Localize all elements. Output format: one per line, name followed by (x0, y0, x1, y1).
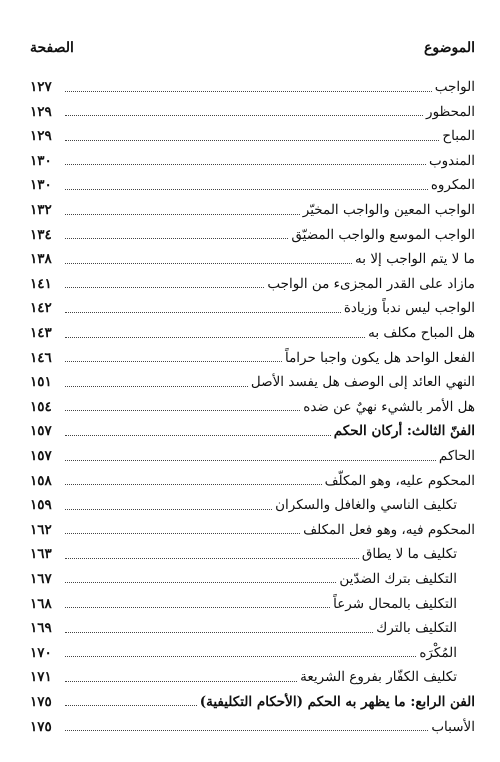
toc-entry-page-number: ١٥٧ (30, 448, 52, 464)
toc-entry-page-number: ١٥٩ (30, 497, 52, 514)
toc-entry-title: الواجب المعين والواجب المخيّر (302, 202, 475, 219)
toc-entry-title: التكليف بترك الضدّين (339, 570, 457, 587)
toc-entry-page-number: ١٣٠ (30, 152, 52, 169)
toc-entry (30, 636, 475, 661)
toc-entry-title: الواجب (434, 79, 475, 96)
toc-entry-page-number: ١٦٣ (30, 546, 52, 563)
toc-entry-page-number: ١٢٧ (30, 79, 52, 96)
toc-entry-title: الفعل الواحد هل يكون واجبا حراماً (284, 349, 475, 366)
toc-entry-page-number: ١٣٨ (30, 251, 52, 268)
topic-column-label: الموضوع (424, 40, 475, 56)
toc-entry (30, 439, 475, 464)
toc-entry-title: الواجب الموسع والواجب المضيّق (291, 226, 475, 243)
toc-entry-title: مازاد على القدر المجزىء من الواجب (267, 275, 475, 292)
toc-header (30, 40, 475, 64)
toc-entry-title: المحظور (426, 103, 475, 120)
toc-entry-title: المُكْرَه (419, 644, 457, 661)
toc-entry-title: التكليف بالترك (376, 620, 457, 637)
dot-leader (65, 386, 248, 387)
toc-entry-page-number: ١٥٤ (30, 398, 52, 415)
toc-entry (30, 611, 475, 636)
page-column-label: الصفحة (30, 40, 74, 56)
toc-entry-title: الحاكم (438, 448, 475, 464)
toc-entry-page-number: ١٥١ (30, 374, 52, 391)
toc-entry-title: ما لا يتم الواجب إلا به (355, 251, 475, 268)
toc-entry-page-number: ١٧٠ (30, 644, 52, 661)
toc-entry-title: التكليف بالمحال شرعاً (333, 595, 457, 612)
dot-leader (65, 656, 416, 657)
toc-entry-title: المكروه (430, 177, 475, 194)
toc-entry (30, 193, 475, 218)
dot-leader (65, 263, 352, 264)
toc-entry-title: الفنّ الثالث: أركان الحكم (333, 423, 475, 440)
toc-entry-page-number: ١٥٨ (30, 472, 52, 489)
dot-leader (65, 361, 282, 362)
dot-leader (65, 312, 341, 313)
toc-entry-page-number: ١٦٢ (30, 521, 52, 538)
dot-leader (65, 582, 336, 583)
toc-entry (30, 267, 475, 292)
toc-entry-title: الفن الرابع: ما يظهر به الحكم (الأحكام التكليفية) (199, 693, 475, 710)
dot-leader (65, 705, 197, 706)
toc-entry-title: المباح (442, 128, 475, 145)
toc-entry (30, 316, 475, 341)
toc-entry-page-number: ١٤١ (30, 275, 52, 292)
toc-entry (30, 168, 475, 193)
dot-leader (65, 287, 264, 288)
toc-entry (30, 242, 475, 267)
toc-entry-title: تكليف الكفّار بفروع الشريعة (300, 669, 457, 686)
toc-entry (30, 660, 475, 685)
toc-entry-page-number: ١٣٢ (30, 202, 52, 219)
dot-leader (65, 607, 330, 608)
toc-entry (30, 390, 475, 415)
toc-entry (30, 341, 475, 366)
toc-entry (30, 586, 475, 611)
dot-leader (65, 460, 436, 461)
toc-entry-page-number: ١٦٧ (30, 570, 52, 587)
toc-entry-title: المحكوم عليه، وهو المكلّف (324, 472, 475, 489)
toc-entry (30, 365, 475, 390)
dot-leader (65, 533, 300, 534)
toc-entry-title: تكليف الناسي والغافل والسكران (275, 497, 457, 514)
toc-entry-page-number: ١٧٥ (30, 718, 52, 735)
toc-entry-page-number: ١٥٧ (30, 423, 52, 440)
toc-section-heading (30, 685, 475, 710)
toc-entry-page-number: ١٦٩ (30, 620, 52, 637)
toc-entry (30, 464, 475, 489)
toc-entry-title: هل المباح مكلف به (368, 325, 475, 342)
toc-entry (30, 488, 475, 513)
toc-entry-title: المحكوم فيه، وهو فعل المكلف (303, 521, 475, 538)
toc-entry-page-number: ١٤٣ (30, 325, 52, 342)
dot-leader (65, 730, 428, 731)
toc-entry-title: تكليف ما لا يطاق (361, 546, 457, 563)
dot-leader (65, 189, 428, 190)
toc-entry-title: هل الأمر بالشيء نهيٌ عن ضده (303, 398, 475, 415)
toc-entry (30, 119, 475, 144)
toc-entry (30, 537, 475, 562)
dot-leader (65, 558, 359, 559)
dot-leader (65, 238, 288, 239)
toc-entry (30, 709, 475, 734)
dot-leader (65, 435, 331, 436)
toc-page (30, 40, 475, 734)
toc-entry (30, 513, 475, 538)
toc-entry (30, 70, 475, 95)
dot-leader (65, 410, 300, 411)
toc-entry-title: الأسباب (431, 718, 475, 735)
dot-leader (65, 509, 272, 510)
toc-list (30, 70, 475, 734)
toc-entry (30, 144, 475, 169)
dot-leader (65, 115, 423, 116)
toc-entry (30, 291, 475, 316)
dot-leader (65, 140, 439, 141)
toc-entry-page-number: ١٢٩ (30, 103, 52, 120)
toc-entry-page-number: ١٣٠ (30, 177, 52, 194)
dot-leader (65, 632, 373, 633)
toc-entry-title: النهي العائد إلى الوصف هل يفسد الأصل (250, 374, 475, 391)
toc-entry-page-number: ١٧٥ (30, 693, 52, 710)
dot-leader (65, 681, 297, 682)
toc-entry-title: الواجب ليس ندباً وزيادة (343, 300, 475, 317)
dot-leader (65, 484, 322, 485)
dot-leader (65, 164, 426, 165)
toc-entry-page-number: ١٤٦ (30, 349, 52, 366)
dot-leader (65, 214, 300, 215)
toc-entry (30, 218, 475, 243)
dot-leader (65, 337, 365, 338)
toc-entry-page-number: ١٤٢ (30, 300, 52, 317)
toc-entry (30, 562, 475, 587)
toc-entry (30, 95, 475, 120)
toc-entry-page-number: ١٦٨ (30, 595, 52, 612)
toc-entry-page-number: ١٧١ (30, 669, 52, 686)
toc-entry-page-number: ١٢٩ (30, 128, 52, 145)
dot-leader (65, 91, 432, 92)
toc-entry-title: المندوب (428, 152, 475, 169)
toc-section-heading (30, 414, 475, 439)
toc-entry-page-number: ١٣٤ (30, 226, 52, 243)
